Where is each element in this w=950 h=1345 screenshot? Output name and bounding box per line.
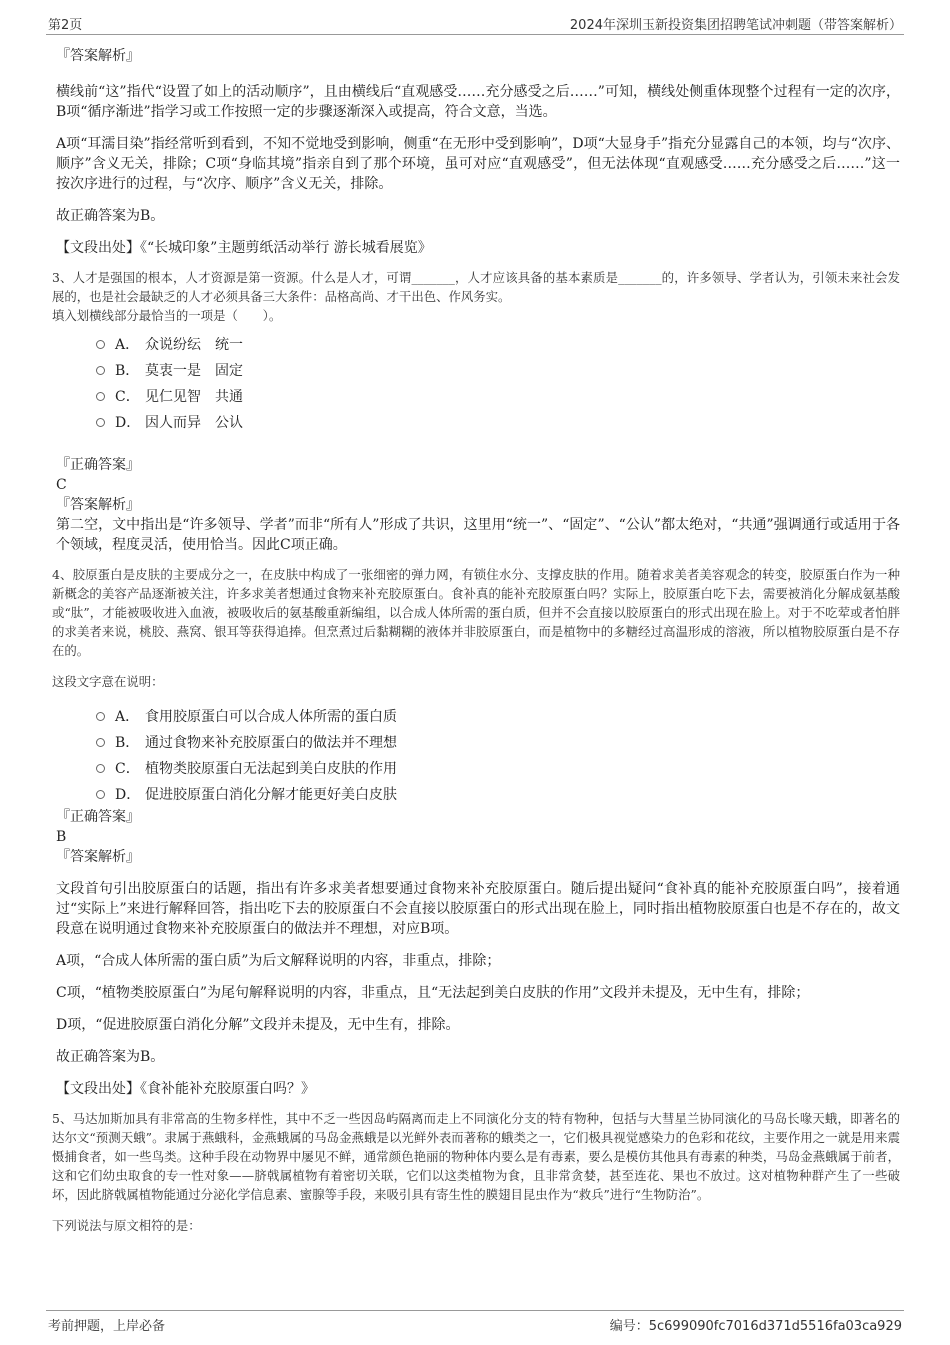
question-stem: 3、人才是强国的根本，人才资源是第一资源。什么是人才，可谓_______，人才应该具备的基本素质是_______的，许多领导、学者认为，引领未来社会发展的，也是社会最缺乏的人才必须具备三大条件：品格高尚、才干出色、作风务实。 xyxy=(52,270,900,304)
radio-icon[interactable] xyxy=(96,738,105,747)
option-b[interactable]: B． 通过食物来补充胶原蛋白的做法并不理想 xyxy=(96,729,900,755)
option-a[interactable]: A． 众说纷纭 统一 xyxy=(96,331,900,357)
correct-answer: C xyxy=(56,477,67,493)
option-d[interactable]: D． 促进胶原蛋白消化分解才能更好美白皮肤 xyxy=(96,781,900,807)
analysis-paragraph: 文段首句引出胶原蛋白的话题，指出有许多求美者想要通过食物来补充胶原蛋白。随后提出疑问“食补真的能补充胶原蛋白吗”，接着通过“实际上”来进行解释回答，指出吃下去的胶原蛋白不会直接以胶原蛋白的形式出现在脸上，同时指出植物胶原蛋白也是不存在的，故文段意在说明通过食物来补充胶原蛋白的做法并不理想，对应B项。 xyxy=(56,881,900,937)
analysis-paragraph: D项，“促进胶原蛋白消化分解”文段并未提及，无中生有，排除。 xyxy=(56,1017,460,1033)
option-a[interactable]: A． 食用胶原蛋白可以合成人体所需的蛋白质 xyxy=(96,703,900,729)
page-footer xyxy=(46,1310,904,1335)
answer-label: 『正确答案』 xyxy=(56,457,140,473)
analysis-paragraph: A项，“合成人体所需的蛋白质”为后文解释说明的内容，非重点，排除； xyxy=(56,953,501,969)
option-c[interactable]: C． 见仁见智 共通 xyxy=(96,383,900,409)
analysis-paragraph: 第二空，文中指出是“许多领导、学者”而非“所有人”形成了共识，这里用“统一”、“固定”、“公认”都太绝对，“共通”强调通行或适用于各个领域，程度灵活，使用恰当。因此C项正确。 xyxy=(56,517,900,553)
footer-slogan: 考前押题，上岸必备 xyxy=(48,1319,166,1334)
question-prompt: 填入划横线部分最恰当的一项是（ ）。 xyxy=(52,308,282,323)
page-number: 第2页 xyxy=(48,18,83,33)
radio-icon[interactable] xyxy=(96,764,105,773)
options-list xyxy=(96,331,900,435)
option-d[interactable]: D． 因人而异 公认 xyxy=(96,409,900,435)
page-header xyxy=(46,12,904,35)
radio-icon[interactable] xyxy=(96,712,105,721)
radio-icon[interactable] xyxy=(96,366,105,375)
source-citation: 【文段出处】《“长城印象”主题剪纸活动举行 游长城看展览》 xyxy=(56,240,432,256)
conclusion: 故正确答案为B。 xyxy=(56,208,165,224)
page-content xyxy=(52,44,900,1235)
document-id: 编号：5c699090fc7016d371d5516fa03ca929 xyxy=(609,1319,902,1334)
question-prompt: 这段文字意在说明： xyxy=(52,674,164,689)
analysis-label: 『答案解析』 xyxy=(56,48,140,64)
radio-icon[interactable] xyxy=(96,790,105,799)
conclusion: 故正确答案为B。 xyxy=(56,1049,165,1065)
radio-icon[interactable] xyxy=(96,392,105,401)
option-b[interactable]: B． 莫衷一是 固定 xyxy=(96,357,900,383)
radio-icon[interactable] xyxy=(96,418,105,427)
document-title: 2024年深圳玉新投资集团招聘笔试冲刺题（带答案解析） xyxy=(569,18,902,33)
analysis-paragraph: C项，“植物类胶原蛋白”为尾句解释说明的内容，非重点，且“无法起到美白皮肤的作用”文段并未提及，无中生有，排除； xyxy=(56,985,810,1001)
question-stem: 5、马达加斯加具有非常高的生物多样性，其中不乏一些因岛屿隔离而走上不同演化分支的特有物种，包括与大彗星兰协同演化的马岛长喙天蛾，即著名的达尔文“预测天蛾”。隶属于燕蛾科，金燕蛾属的马岛金燕蛾是以光鲜外表而著称的蛾类之一，它们极具视觉感染力的色彩和花纹，主要作用之一就是用来震慑捕食者，如一些鸟类。这种手段在动物界中屡见不鲜，通常颜色艳丽的物种体内要么是有毒素，要么是模仿其他具有毒素的种类，马岛金燕蛾属于前者，这和它们幼虫取食的专一性对象——脐戟属植物有着密切关联，它们以这类植物为食，且非常贪婪，甚至连花、果也不放过。这对植物种群产生了一些破坏，因此脐戟属植物能通过分泌化学信息素、蜜腺等手段，来吸引具有寄生性的膜翅目昆虫作为“救兵”进行“生物防治”。 xyxy=(52,1111,900,1202)
question-stem: 4、胶原蛋白是皮肤的主要成分之一，在皮肤中构成了一张细密的弹力网，有锁住水分、支撑皮肤的作用。随着求美者美容观念的转变，胶原蛋白作为一种新概念的美容产品逐渐被关注，许多求美者想通过食物来补充胶原蛋白。食补真的能补充胶原蛋白吗？实际上，胶原蛋白吃下去，需要被消化分解成氨基酸或“肽”，才能被吸收进入血液，被吸收后的氨基酸重新编组，以合成人体所需的蛋白质，但并不会直接以胶原蛋白的形式出现在脸上。对于不吃荤或者怕胖的求美者来说，桃胶、燕窝、银耳等获得追捧。但烹煮过后黏糊糊的液体并非胶原蛋白，而是植物中的多糖经过高温形成的溶液，所以植物胶原蛋白是不存在的。 xyxy=(52,567,900,658)
analysis-paragraph: 横线前“这”指代“设置了如上的活动顺序”，且由横线后“直观感受……充分感受之后……”可知，横线处侧重体现整个过程有一定的次序，B项“循序渐进”指学习或工作按照一定的步骤逐渐深入或提高，符合文意，当选。 xyxy=(56,84,900,120)
correct-answer: B xyxy=(56,829,67,845)
option-c[interactable]: C． 植物类胶原蛋白无法起到美白皮肤的作用 xyxy=(96,755,900,781)
radio-icon[interactable] xyxy=(96,340,105,349)
analysis-paragraph: A项“耳濡目染”指经常听到看到，不知不觉地受到影响，侧重“在无形中受到影响”，D项“大显身手”指充分显露自己的本领，均与“次序、顺序”含义无关，排除；C项“身临其境”指亲自到了那个环境，虽可对应“直观感受”，但无法体现“直观感受……充分感受之后……”这一按次序进行的过程，与“次序、顺序”含义无关，排除。 xyxy=(56,136,900,192)
question-prompt: 下列说法与原文相符的是： xyxy=(52,1218,201,1233)
analysis-label: 『答案解析』 xyxy=(56,849,140,865)
options-list xyxy=(96,703,900,807)
analysis-label: 『答案解析』 xyxy=(56,497,140,513)
answer-label: 『正确答案』 xyxy=(56,809,140,825)
source-citation: 【文段出处】《食补能补充胶原蛋白吗？》 xyxy=(56,1081,315,1097)
